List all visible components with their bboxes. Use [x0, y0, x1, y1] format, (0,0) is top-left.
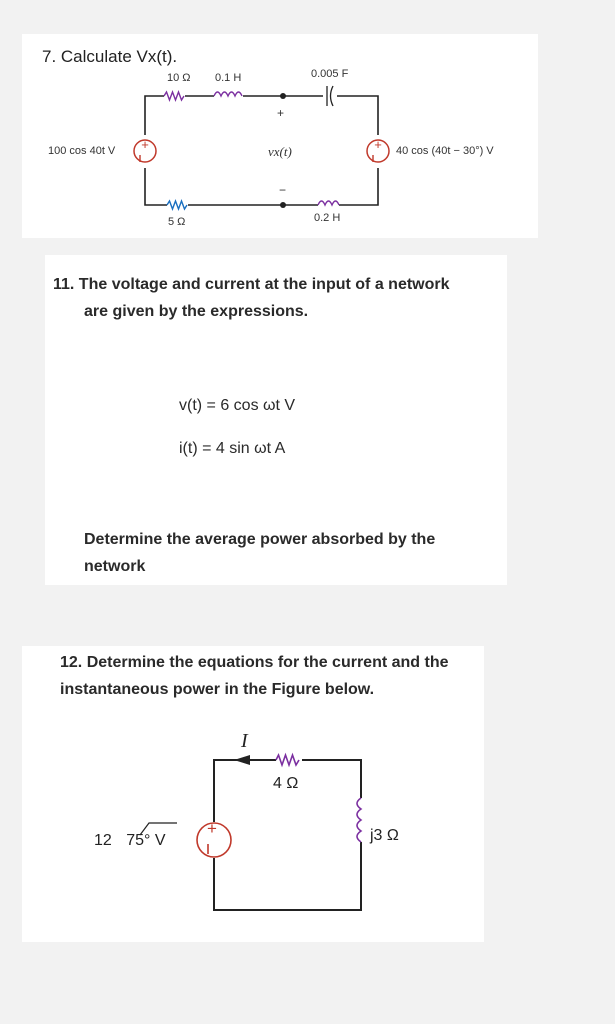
resistor-5-ohm — [167, 201, 187, 209]
label-cap: 0.005 F — [311, 68, 349, 80]
label-vx: vx(t) — [268, 144, 292, 159]
voltage-source-left — [134, 137, 156, 162]
label-vx-plus: + — [277, 106, 285, 120]
question-7-card — [22, 34, 538, 238]
inductor-0-1h — [214, 92, 242, 96]
question-7-title: 7. Calculate Vx(t). — [42, 47, 178, 66]
node-bottom — [280, 202, 286, 208]
wire-left-top — [145, 96, 164, 135]
label-l1: 0.1 H — [215, 72, 242, 84]
label-source-plus: + — [207, 819, 217, 838]
circuit-7-diagram — [22, 34, 538, 238]
wire-left-bottom — [145, 168, 167, 205]
q11-intro-line2: are given by the expressions. — [84, 303, 309, 320]
q12-line2: instantaneous power in the Figure below. — [60, 681, 375, 698]
inductor-j3 — [357, 798, 361, 842]
circuit-12-diagram — [22, 646, 484, 942]
inductor-0-2h — [318, 201, 339, 205]
source-angle: 75° — [126, 832, 151, 849]
label-vx-minus: − — [279, 183, 287, 197]
label-current-i: I — [241, 730, 248, 752]
svg-text:+: + — [141, 137, 149, 152]
q11-question-line1: Determine the average power absorbed by the — [84, 531, 436, 548]
question-11-card — [45, 255, 507, 585]
label-source-left: 100 cos 40t V — [48, 145, 116, 157]
question-12-card — [22, 646, 484, 942]
svg-text:+: + — [374, 137, 382, 152]
source-12-value — [94, 832, 166, 850]
q11-intro-line1: 11. The voltage and current at the input of a network — [53, 276, 450, 293]
label-inductor-j3: j3 Ω — [370, 827, 399, 844]
label-resistor-4: 4 Ω — [273, 775, 299, 792]
q11-voltage-equation: v(t) = 6 cos ωt V — [179, 397, 296, 414]
current-arrow — [234, 755, 250, 765]
source-magnitude: 12 — [94, 832, 112, 849]
label-r1: 10 Ω — [167, 72, 191, 84]
q11-question-line2: network — [84, 558, 146, 575]
source-unit: V — [154, 832, 166, 849]
label-l2: 0.2 H — [314, 212, 341, 224]
q12-line1: 12. Determine the equations for the current and the — [60, 654, 449, 671]
resistor-10-ohm — [164, 92, 184, 100]
node-top — [280, 93, 286, 99]
q11-current-equation: i(t) = 4 sin ωt A — [179, 440, 286, 457]
resistor-4-ohm — [276, 755, 299, 765]
label-source-right: 40 cos (40t − 30°) V — [396, 145, 494, 157]
voltage-source-right — [367, 137, 389, 162]
label-r2: 5 Ω — [168, 216, 186, 228]
